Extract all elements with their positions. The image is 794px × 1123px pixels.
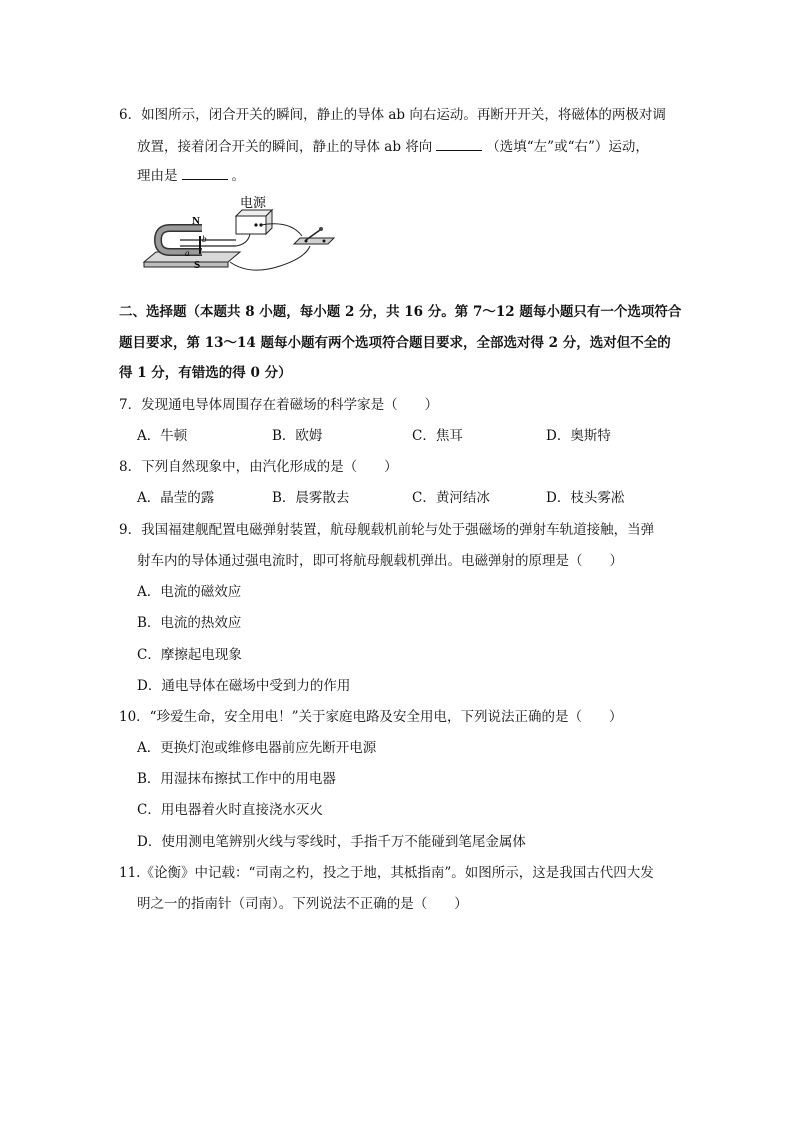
switch-base — [294, 238, 334, 244]
q6-answer-blank-1[interactable] — [436, 138, 482, 151]
conductor-a-label: a — [185, 248, 190, 258]
q7-option-c[interactable]: C．焦耳 — [412, 428, 463, 444]
q8-option-d[interactable]: D．枝头雾凇 — [546, 490, 625, 506]
q6-line-2-hint: （选填“左”或“右”）运动， — [486, 139, 649, 155]
q7-option-a[interactable]: A．牛顿 — [137, 428, 188, 444]
q8-option-c[interactable]: C．黄河结冰 — [412, 490, 490, 506]
q7-option-b[interactable]: B．欧姆 — [272, 428, 323, 444]
q6-line-3-end: 。 — [231, 168, 245, 184]
q9-option-a[interactable]: A．电流的磁效应 — [137, 584, 242, 600]
section-2-header-line-1: 二、选择题（本题共 8 小题，每小题 2 分，共 16 分。第 7～12 题每小题只有一个选项符合 — [119, 304, 682, 320]
q8-stem: 8．下列自然现象中，由汽化形成的是（ ） — [119, 459, 398, 475]
q9-option-c[interactable]: C．摩擦起电现象 — [137, 647, 242, 663]
q9-stem-line-2: 射车内的导体通过强电流时，即可将航母舰载机弹出。电磁弹射的原理是（ ） — [137, 553, 623, 569]
q8-option-b[interactable]: B．晨雾散去 — [272, 490, 350, 506]
q6-line-1: 6．如图所示，闭合开关的瞬间，静止的导体 ab 向右运动。再断开开关，将磁体的两极对调 — [119, 107, 666, 123]
q7-option-d[interactable]: D．奥斯特 — [546, 428, 611, 444]
q6-line-3 — [137, 167, 245, 185]
q9-stem-line-1: 9．我国福建舰配置电磁弹射装置，航母舰载机前轮与处于强磁场的弹射车轨道接触，当弹 — [119, 522, 655, 538]
power-supply-label: 电源 — [240, 195, 267, 210]
q10-option-c[interactable]: C．用电器着火时直接浇水灭火 — [137, 802, 323, 818]
q6-circuit-figure — [140, 192, 340, 274]
q6-reason-label: 理由是 — [137, 168, 178, 184]
q6-answer-blank-2[interactable] — [182, 167, 228, 180]
magnet-s-label: S — [194, 259, 201, 271]
q11-stem-line-1: 11.《论衡》中记载：“司南之杓，投之于地，其柢指南”。如图所示，这是我国古代四大发 — [119, 865, 654, 881]
q9-option-b[interactable]: B．电流的热效应 — [137, 615, 242, 631]
wire-2 — [230, 246, 310, 270]
q6-line-2-text: 放置，接着闭合开关的瞬间，静止的导体 ab 将向 — [137, 139, 433, 155]
q10-option-b[interactable]: B．用湿抹布擦拭工作中的用电器 — [137, 771, 336, 787]
wire-1 — [236, 234, 250, 246]
section-2-header-line-3: 得 1 分，有错选的得 0 分） — [119, 365, 292, 381]
q10-option-a[interactable]: A．更换灯泡或维修电器前应先断开电源 — [137, 740, 377, 756]
q9-option-d[interactable]: D．通电导体在磁场中受到力的作用 — [137, 678, 351, 694]
section-2-header-line-2: 题目要求，第 13～14 题每小题有两个选项符合题目要求，全部选对得 2 分，选对但不全的 — [119, 335, 671, 351]
power-terminal-1 — [254, 223, 257, 226]
q10-stem: 10．“珍爱生命，安全用电！”关于家庭电路及安全用电，下列说法正确的是（ ） — [119, 709, 623, 725]
q11-stem-line-2: 明之一的指南针（司南）。下列说法不正确的是（ ） — [137, 896, 468, 912]
q8-option-a[interactable]: A．晶莹的露 — [137, 490, 215, 506]
magnet-base-edge — [144, 262, 228, 267]
q10-option-d[interactable]: D．使用测电笔辨别火线与零线时，手指千万不能碰到笔尾金属体 — [137, 834, 526, 850]
q6-line-2 — [137, 138, 649, 156]
magnet-n-label: N — [192, 215, 200, 227]
q7-stem: 7．发现通电导体周围存在着磁场的科学家是（ ） — [119, 397, 439, 413]
conductor-b-label: b — [202, 234, 207, 244]
switch-handle — [319, 227, 323, 231]
